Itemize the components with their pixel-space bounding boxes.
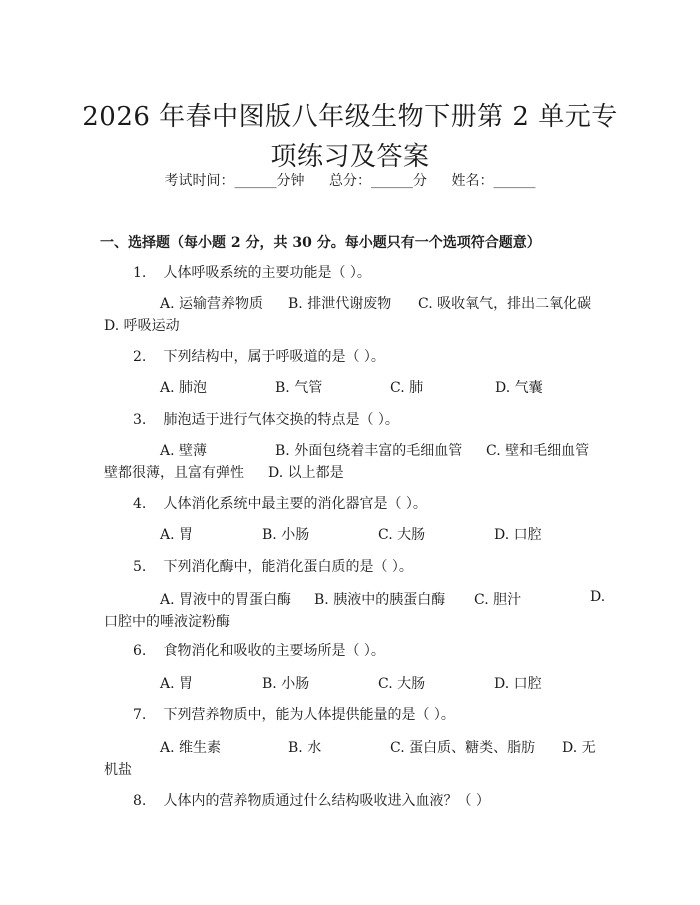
- option-a: A. 胃液中的胃蛋白酶: [160, 592, 292, 608]
- question-1: [133, 262, 371, 282]
- exam-time: 考试时间：______分钟: [164, 173, 305, 189]
- option-d: D. 呼吸运动: [104, 318, 180, 334]
- question-3: [133, 409, 399, 429]
- option-c: C. 肺: [390, 380, 424, 396]
- question-5: [133, 556, 413, 576]
- question-number: 2.: [133, 349, 147, 365]
- exam-meta: [0, 170, 700, 190]
- option-b: B. 外面包绕着丰富的毛细血管: [275, 443, 463, 459]
- option-c: C. 壁和毛细血管: [486, 443, 590, 459]
- section-heading: 一、选择题（每小题 2 分，共 30 分。每小题只有一个选项符合题意）: [100, 235, 541, 251]
- option-d: D.: [590, 589, 606, 605]
- option-d: D. 口腔: [494, 527, 542, 543]
- option-d: D. 无: [562, 740, 596, 756]
- question-number: 6.: [133, 643, 147, 659]
- question-number: 8.: [133, 793, 147, 809]
- question-7: [133, 704, 455, 724]
- question-number: 5.: [133, 559, 147, 575]
- title-line-1: 2026 年春中图版八年级生物下册第 2 单元专: [82, 102, 618, 133]
- option-d-continued: 口腔中的唾液淀粉酶: [104, 614, 230, 630]
- option-b: B. 胰液中的胰蛋白酶: [314, 592, 446, 608]
- option-d: D. 以上都是: [268, 465, 344, 481]
- title-line-2: 项练习及答案: [270, 142, 430, 173]
- question-text: 肺泡适于进行气体交换的特点是（ ）。: [163, 412, 399, 428]
- question-number: 4.: [133, 496, 147, 512]
- option-b: B. 排泄代谢废物: [288, 296, 392, 312]
- total-score: 总分：______分: [329, 173, 427, 189]
- question-text: 人体内的营养物质通过什么结构吸收进入血液？（ ）: [163, 793, 490, 809]
- option-c: C. 大肠: [378, 527, 426, 543]
- question-number: 3.: [133, 412, 147, 428]
- option-b: B. 水: [288, 740, 322, 756]
- question-text: 食物消化和吸收的主要场所是（ ）。: [163, 643, 385, 659]
- option-c: C. 大肠: [378, 676, 426, 692]
- option-d-continued: 机盐: [104, 762, 132, 778]
- option-a: A. 壁薄: [160, 443, 208, 459]
- option-a: A. 肺泡: [160, 380, 208, 396]
- question-2: [133, 346, 385, 366]
- option-a: A. 运输营养物质: [160, 296, 264, 312]
- option-c: C. 胆汁: [474, 592, 522, 608]
- question-text: 下列消化酶中，能消化蛋白质的是（ ）。: [163, 559, 413, 575]
- option-b: B. 小肠: [262, 676, 310, 692]
- option-d: D. 气囊: [495, 380, 543, 396]
- page-title: [60, 97, 640, 177]
- question-8: [133, 790, 490, 810]
- option-a: A. 维生素: [160, 740, 222, 756]
- option-c-continued: 壁都很薄，且富有弹性: [104, 465, 244, 481]
- question-number: 1.: [133, 265, 147, 281]
- option-d: D. 口腔: [494, 676, 542, 692]
- question-6: [133, 640, 385, 660]
- option-a: A. 胃: [160, 527, 194, 543]
- question-text: 人体呼吸系统的主要功能是（ ）。: [163, 265, 371, 281]
- option-b: B. 小肠: [262, 527, 310, 543]
- student-name: 姓名：______: [451, 173, 536, 189]
- question-text: 人体消化系统中最主要的消化器官是（ ）。: [163, 496, 427, 512]
- option-c: C. 蛋白质、糖类、脂肪: [390, 740, 536, 756]
- question-text: 下列营养物质中，能为人体提供能量的是（ ）。: [163, 707, 455, 723]
- option-a: A. 胃: [160, 676, 194, 692]
- question-4: [133, 493, 427, 513]
- question-text: 下列结构中，属于呼吸道的是（ ）。: [163, 349, 385, 365]
- option-b: B. 气管: [275, 380, 323, 396]
- question-number: 7.: [133, 707, 147, 723]
- option-c: C. 吸收氧气，排出二氧化碳: [418, 296, 592, 312]
